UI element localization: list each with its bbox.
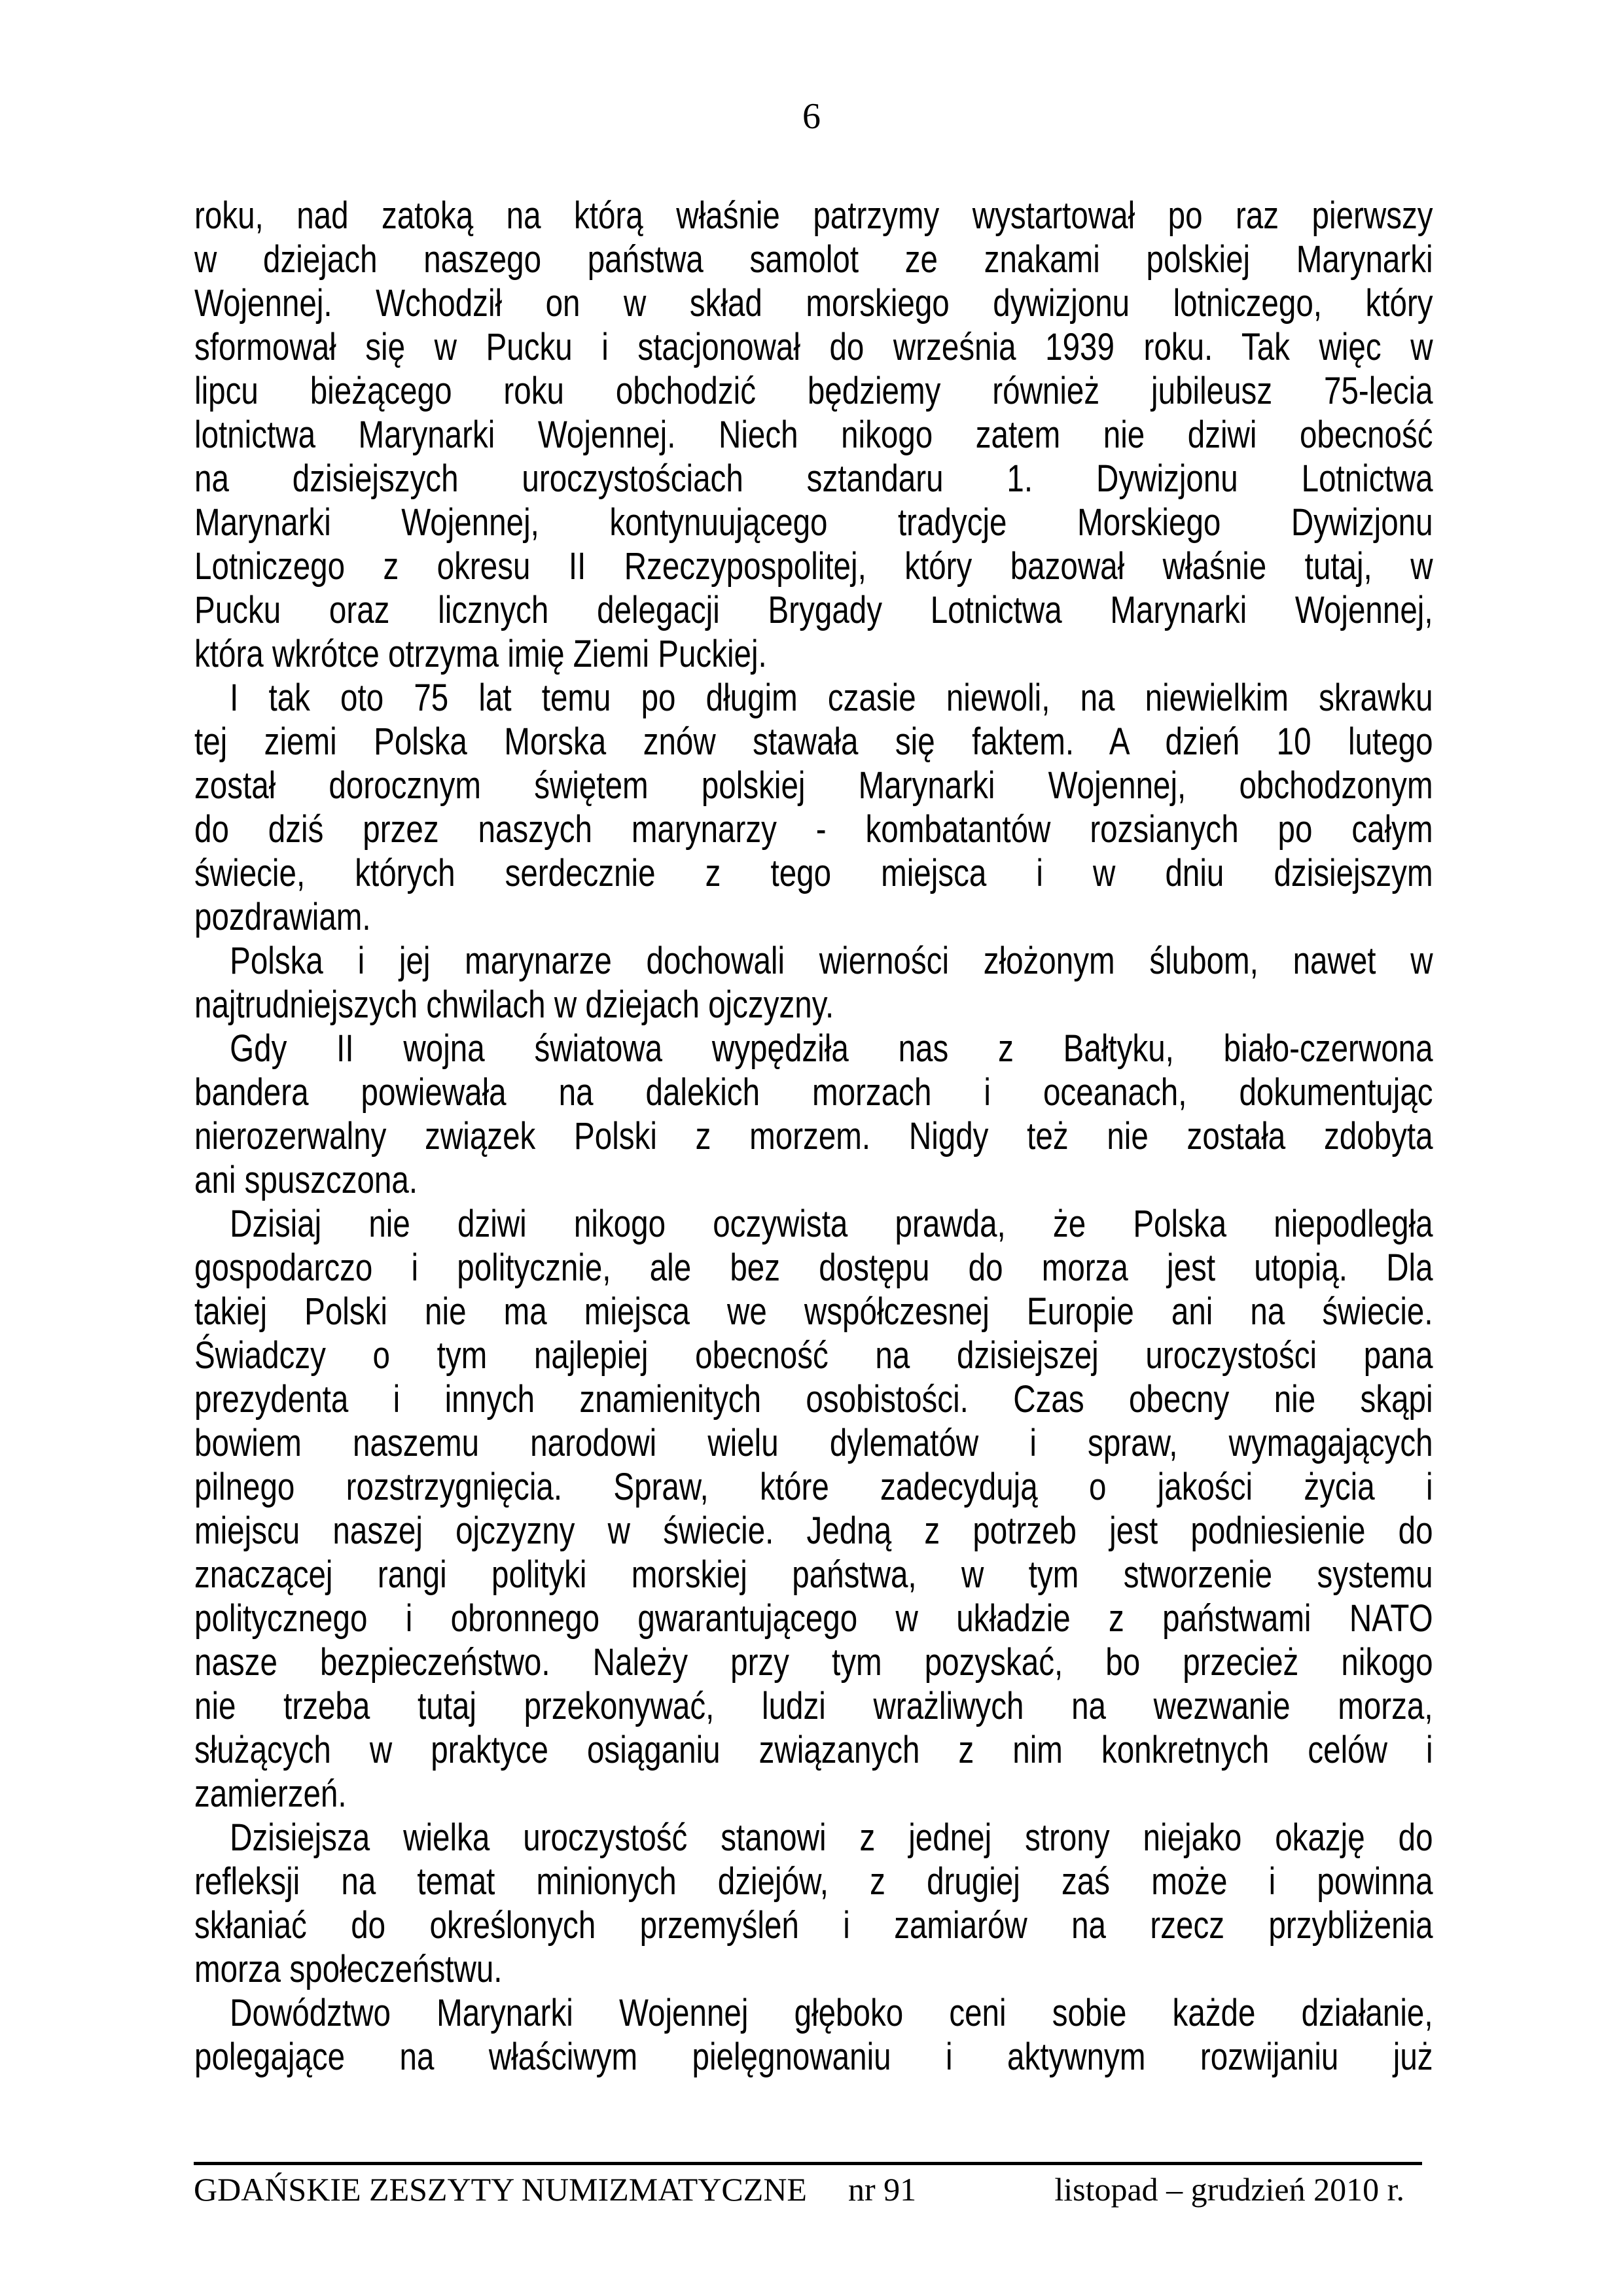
text-line: polegające na właściwym pielęgnowaniu i aktywnym rozwijaniu już — [194, 2036, 1433, 2078]
text-line: sformował się w Pucku i stacjonował do września 1939 roku. Tak więc w — [194, 326, 1433, 368]
text-line: Marynarki Wojennej, kontynuującego tradycje Morskiego Dywizjonu — [194, 501, 1433, 544]
paragraph — [194, 676, 1433, 939]
paragraph — [194, 194, 1433, 676]
text-line: Lotniczego z okresu II Rzeczypospolitej, który bazował właśnie tutaj, w — [194, 545, 1433, 588]
text-line: bowiem naszemu narodowi wielu dylematów i spraw, wymagających — [194, 1422, 1433, 1464]
text-line: tej ziemi Polska Morska znów stawała się faktem. A dzień 10 lutego — [194, 720, 1433, 763]
text-line: prezydenta i innych znamienitych osobistości. Czas obecny nie skąpi — [194, 1378, 1433, 1421]
text-line: nasze bezpieczeństwo. Należy przy tym pozyskać, bo przecież nikogo — [194, 1641, 1433, 1684]
text-line: pozdrawiam. — [194, 896, 371, 938]
text-line: nierozerwalny związek Polski z morzem. Nigdy też nie została zdobyta — [194, 1115, 1433, 1157]
text-line: w dziejach naszego państwa samolot ze znakami polskiej Marynarki — [194, 238, 1433, 281]
paragraph — [194, 1202, 1433, 1816]
text-line: ani spuszczona. — [194, 1159, 418, 1201]
text-line: lipcu bieżącego roku obchodzić będziemy również jubileusz 75-lecia — [194, 370, 1433, 412]
text-line: refleksji na temat minionych dziejów, z drugiej zaś może i powinna — [194, 1860, 1433, 1903]
text-line: zamierzeń. — [194, 1773, 347, 1815]
text-line: Gdy II wojna światowa wypędziła nas z Bałtyku, biało-czerwona — [230, 1027, 1433, 1070]
footer — [194, 2170, 1422, 2208]
text-line: morza społeczeństwu. — [194, 1948, 503, 1990]
text-line: skłaniać do określonych przemyśleń i zamiarów na rzecz przybliżenia — [194, 1904, 1433, 1947]
text-line: która wkrótce otrzyma imię Ziemi Puckiej. — [194, 633, 767, 675]
text-line: najtrudniejszych chwilach w dziejach ojczyzny. — [194, 983, 834, 1026]
text-line: bandera powiewała na dalekich morzach i oceanach, dokumentując — [194, 1071, 1433, 1114]
paragraph — [194, 1027, 1433, 1202]
paragraph — [194, 1991, 1433, 2079]
text-line: pilnego rozstrzygnięcia. Spraw, które zadecydują o jakości życia i — [194, 1466, 1433, 1508]
text-line: Dowództwo Marynarki Wojennej głęboko ceni sobie każde działanie, — [230, 1992, 1433, 2034]
text-line: lotnictwa Marynarki Wojennej. Niech nikogo zatem nie dziwi obecność — [194, 414, 1433, 456]
text-line: I tak oto 75 lat temu po długim czasie niewoli, na niewielkim skrawku — [230, 677, 1433, 719]
text-line: gospodarczo i politycznie, ale bez dostępu do morza jest utopią. Dla — [194, 1246, 1433, 1289]
footer-journal-title: GDAŃSKIE ZESZYTY NUMIZMATYCZNE — [194, 2171, 807, 2208]
text-line: znaczącej rangi polityki morskiej państwa, w tym stworzenie systemu — [194, 1553, 1433, 1596]
text-line: służących w praktyce osiąganiu związanych z nim konkretnych celów i — [194, 1729, 1433, 1771]
text-line: takiej Polski nie ma miejsca we współczesnej Europie ani na świecie. — [194, 1290, 1433, 1333]
text-line: Wojennej. Wchodził on w skład morskiego dywizjonu lotniczego, który — [194, 282, 1433, 325]
text-line: nie trzeba tutaj przekonywać, ludzi wrażliwych na wezwanie morza, — [194, 1685, 1433, 1727]
text-line: miejscu naszej ojczyzny w świecie. Jedną z potrzeb jest podniesienie do — [194, 1510, 1433, 1552]
body-text — [194, 194, 1433, 2079]
footer-divider-line — [194, 2162, 1422, 2165]
paragraph — [194, 939, 1433, 1027]
footer-date: listopad – grudzień 2010 r. — [1054, 2171, 1404, 2208]
paragraph — [194, 1816, 1433, 1991]
text-line: został dorocznym świętem polskiej Marynarki Wojennej, obchodzonym — [194, 764, 1433, 807]
text-line: Polska i jej marynarze dochowali wierności złożonym ślubom, nawet w — [230, 940, 1433, 982]
page-number: 6 — [802, 96, 821, 137]
text-line: Pucku oraz licznych delegacji Brygady Lotnictwa Marynarki Wojennej, — [194, 589, 1433, 631]
footer-issue-number: nr 91 — [847, 2171, 917, 2208]
text-line: Dzisiejsza wielka uroczystość stanowi z jednej strony niejako okazję do — [230, 1816, 1433, 1859]
text-line: politycznego i obronnego gwarantującego w układzie z państwami NATO — [194, 1597, 1433, 1640]
text-line: Świadczy o tym najlepiej obecność na dzisiejszej uroczystości pana — [194, 1334, 1433, 1377]
text-line: na dzisiejszych uroczystościach sztandaru 1. Dywizjonu Lotnictwa — [194, 457, 1433, 500]
text-line: roku, nad zatoką na którą właśnie patrzymy wystartował po raz pierwszy — [194, 194, 1433, 237]
text-line: świecie, których serdecznie z tego miejsca i w dniu dzisiejszym — [194, 852, 1433, 894]
text-line: Dzisiaj nie dziwi nikogo oczywista prawda, że Polska niepodległa — [230, 1203, 1433, 1245]
text-line: do dziś przez naszych marynarzy - kombatantów rozsianych po całym — [194, 808, 1433, 851]
